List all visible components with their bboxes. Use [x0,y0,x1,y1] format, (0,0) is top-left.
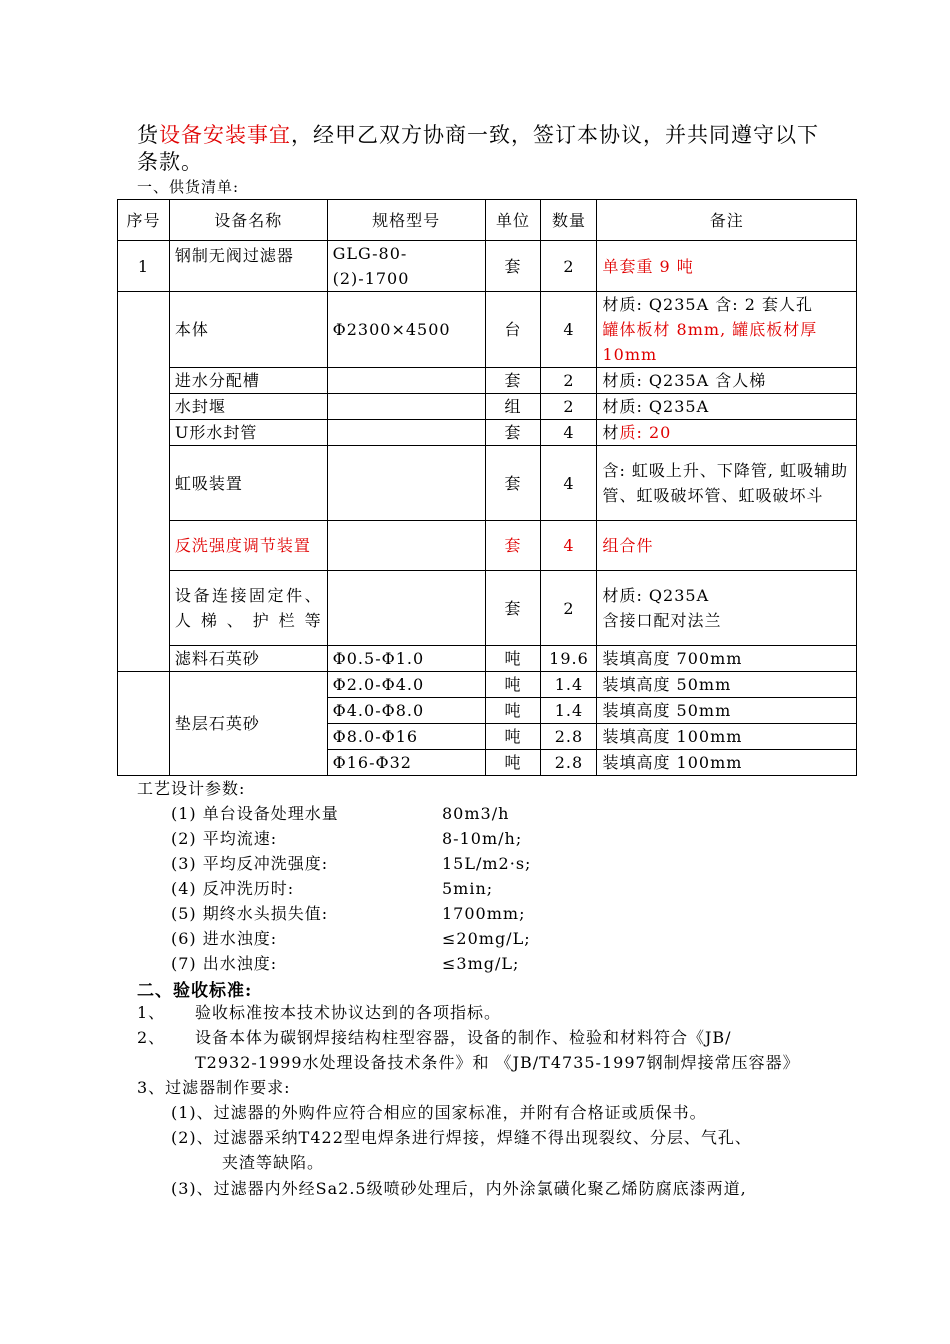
cell-unit: 套 [485,521,541,571]
cell-spec: Φ8.0-Φ16 [327,724,485,750]
intro-paragraph [137,122,837,176]
cell-qty: 2 [541,368,597,394]
param-value: 5min; [442,879,494,898]
cell-name: 反洗强度调节装置 [169,521,327,571]
header-spec: 规格型号 [327,200,485,241]
header-unit: 单位 [485,200,541,241]
cell-note: 单套重 9 吨 [597,241,857,292]
param-label: (1) 单台设备处理水量 [171,804,339,823]
table-row [118,646,857,672]
cell-qty: 2.8 [541,724,597,750]
cell-unit: 吨 [485,724,541,750]
item-text: 设备本体为碳钢焊接结构柱型容器，设备的制作、检验和材料符合《JB/ [195,1028,732,1047]
cell-spec-empty [327,420,485,446]
params-title: 工艺设计参数: [137,779,246,798]
cell-no-empty [118,672,170,776]
cell-note [597,292,857,368]
cell-qty: 4 [541,420,597,446]
cell-unit: 台 [485,292,541,368]
cell-note [597,420,857,446]
table-row [118,420,857,446]
note-line: 含接口配对法兰 [602,611,722,630]
item-number: 2、 [137,1028,166,1047]
intro-highlight: 设备安装事宜 [159,123,291,147]
cell-spec: Φ2300×4500 [327,292,485,368]
cell-unit: 套 [485,571,541,646]
cell-note: 材质: Q235A 含人梯 [597,368,857,394]
cell-spec-empty [327,368,485,394]
cell-unit: 组 [485,394,541,420]
cell-unit: 吨 [485,750,541,776]
cell-qty: 2 [541,394,597,420]
sub-item-text: (2)、过滤器采纳T422型电焊条进行焊接，焊缝不得出现裂纹、分层、气孔、 [171,1128,752,1147]
param-row [137,951,520,976]
note-black: 材 [602,423,620,442]
note-red: 质: 20 [619,423,672,442]
table-row [118,241,857,292]
param-label: (6) 进水浊度: [171,929,278,948]
intro-rest: ，经甲乙双方协商一致，签订本协议，并共同遵守以下条款。 [137,123,819,174]
cell-no: 1 [118,241,170,292]
param-value: 8-10m/h; [442,829,523,848]
param-row [137,901,526,926]
cell-name: U形水封管 [169,420,327,446]
cell-note [597,571,857,646]
cell-spec: Φ0.5-Φ1.0 [327,646,485,672]
note-black: 材质: Q235A 含: 2 套人孔 [602,295,813,314]
cell-spec-empty [327,571,485,646]
cell-spec: Φ2.0-Φ4.0 [327,672,485,698]
cell-note: 含: 虹吸上升、下降管, 虹吸辅助管、虹吸破坏管、虹吸破坏斗 [597,446,857,521]
table-row [118,368,857,394]
cell-name: 进水分配槽 [169,368,327,394]
param-value: 1700mm; [442,904,526,923]
cell-note: 组合件 [597,521,857,571]
header-qty: 数量 [541,200,597,241]
cell-name: 垫层石英砂 [169,672,327,776]
cell-no-empty [118,292,170,672]
param-value: 80m3/h [442,804,510,823]
cell-qty: 2 [541,241,597,292]
cell-unit: 套 [485,446,541,521]
table-row [118,394,857,420]
cell-qty: 4 [541,521,597,571]
cell-name: 虹吸装置 [169,446,327,521]
header-note: 备注 [597,200,857,241]
param-label: (7) 出水浊度: [171,954,278,973]
item-text: 验收标准按本技术协议达到的各项指标。 [195,1003,502,1022]
cell-note: 材质: Q235A [597,394,857,420]
cell-qty: 1.4 [541,672,597,698]
param-row [137,801,510,826]
cell-name: 本体 [169,292,327,368]
supply-table [117,199,857,776]
header-name: 设备名称 [169,200,327,241]
item-number: 1、 [137,1003,166,1022]
note-line: 材质: Q235A [602,586,710,605]
param-row [137,851,532,876]
cell-note: 装填高度 100mm [597,724,857,750]
cell-qty: 1.4 [541,698,597,724]
item-text: 3、过滤器制作要求: [137,1078,291,1097]
cell-spec-empty [327,521,485,571]
process-params [137,776,532,976]
cell-name: 滤料石英砂 [169,646,327,672]
cell-spec-empty [327,446,485,521]
header-no: 序号 [118,200,170,241]
table-row [118,292,857,368]
intro-prefix: 货 [137,123,159,147]
acceptance-title: 二、验收标准: [137,981,253,1001]
param-value: 15L/m2·s; [442,854,532,873]
param-row [137,876,494,901]
param-label: (5) 期终水头损失值: [171,904,329,923]
cell-unit: 套 [485,241,541,292]
cell-spec: Φ16-Φ32 [327,750,485,776]
table-row [118,521,857,571]
cell-spec: Φ4.0-Φ8.0 [327,698,485,724]
cell-note: 装填高度 100mm [597,750,857,776]
table-row [118,446,857,521]
table-row [118,571,857,646]
param-label: (2) 平均流速: [171,829,278,848]
param-value: ≤20mg/L; [442,929,531,948]
cell-qty: 2.8 [541,750,597,776]
item-text: T2932-1999水处理设备技术条件》和 《JB/T4735-1997钢制焊接常压容器》 [195,1053,800,1072]
cell-qty: 2 [541,571,597,646]
cell-name: 水封堰 [169,394,327,420]
sub-item-text: 夹渣等缺陷。 [222,1153,325,1172]
cell-spec-empty [327,394,485,420]
cell-unit: 吨 [485,672,541,698]
supply-list-title: 一、供货清单: [137,178,240,196]
param-label: (4) 反冲洗历时: [171,879,295,898]
cell-qty: 19.6 [541,646,597,672]
cell-note: 装填高度 50mm [597,698,857,724]
param-row [137,926,531,951]
cell-name: 钢制无阀过滤器 [169,241,327,292]
cell-note: 装填高度 700mm [597,646,857,672]
cell-qty: 4 [541,292,597,368]
cell-qty: 4 [541,446,597,521]
cell-unit: 吨 [485,698,541,724]
note-red: 罐体板材 8mm, 罐底板材厚 10mm [602,320,818,364]
table-row [118,672,857,698]
cell-note: 装填高度 50mm [597,672,857,698]
cell-unit: 套 [485,368,541,394]
param-label: (3) 平均反冲洗强度: [171,854,329,873]
cell-unit: 吨 [485,646,541,672]
cell-name: 设备连接固定件、人梯、护栏等 [169,571,327,646]
table-header-row [118,200,857,241]
param-value: ≤3mg/L; [442,954,520,973]
cell-spec: GLG-80-(2)-1700 [327,241,485,292]
sub-item-text: (3)、过滤器内外经Sa2.5级喷砂处理后，内外涂氯磺化聚乙烯防腐底漆两道, [171,1179,747,1198]
cell-unit: 套 [485,420,541,446]
param-row [137,826,523,851]
sub-item-text: (1)、过滤器的外购件应符合相应的国家标准，并附有合格证或质保书。 [171,1103,707,1122]
